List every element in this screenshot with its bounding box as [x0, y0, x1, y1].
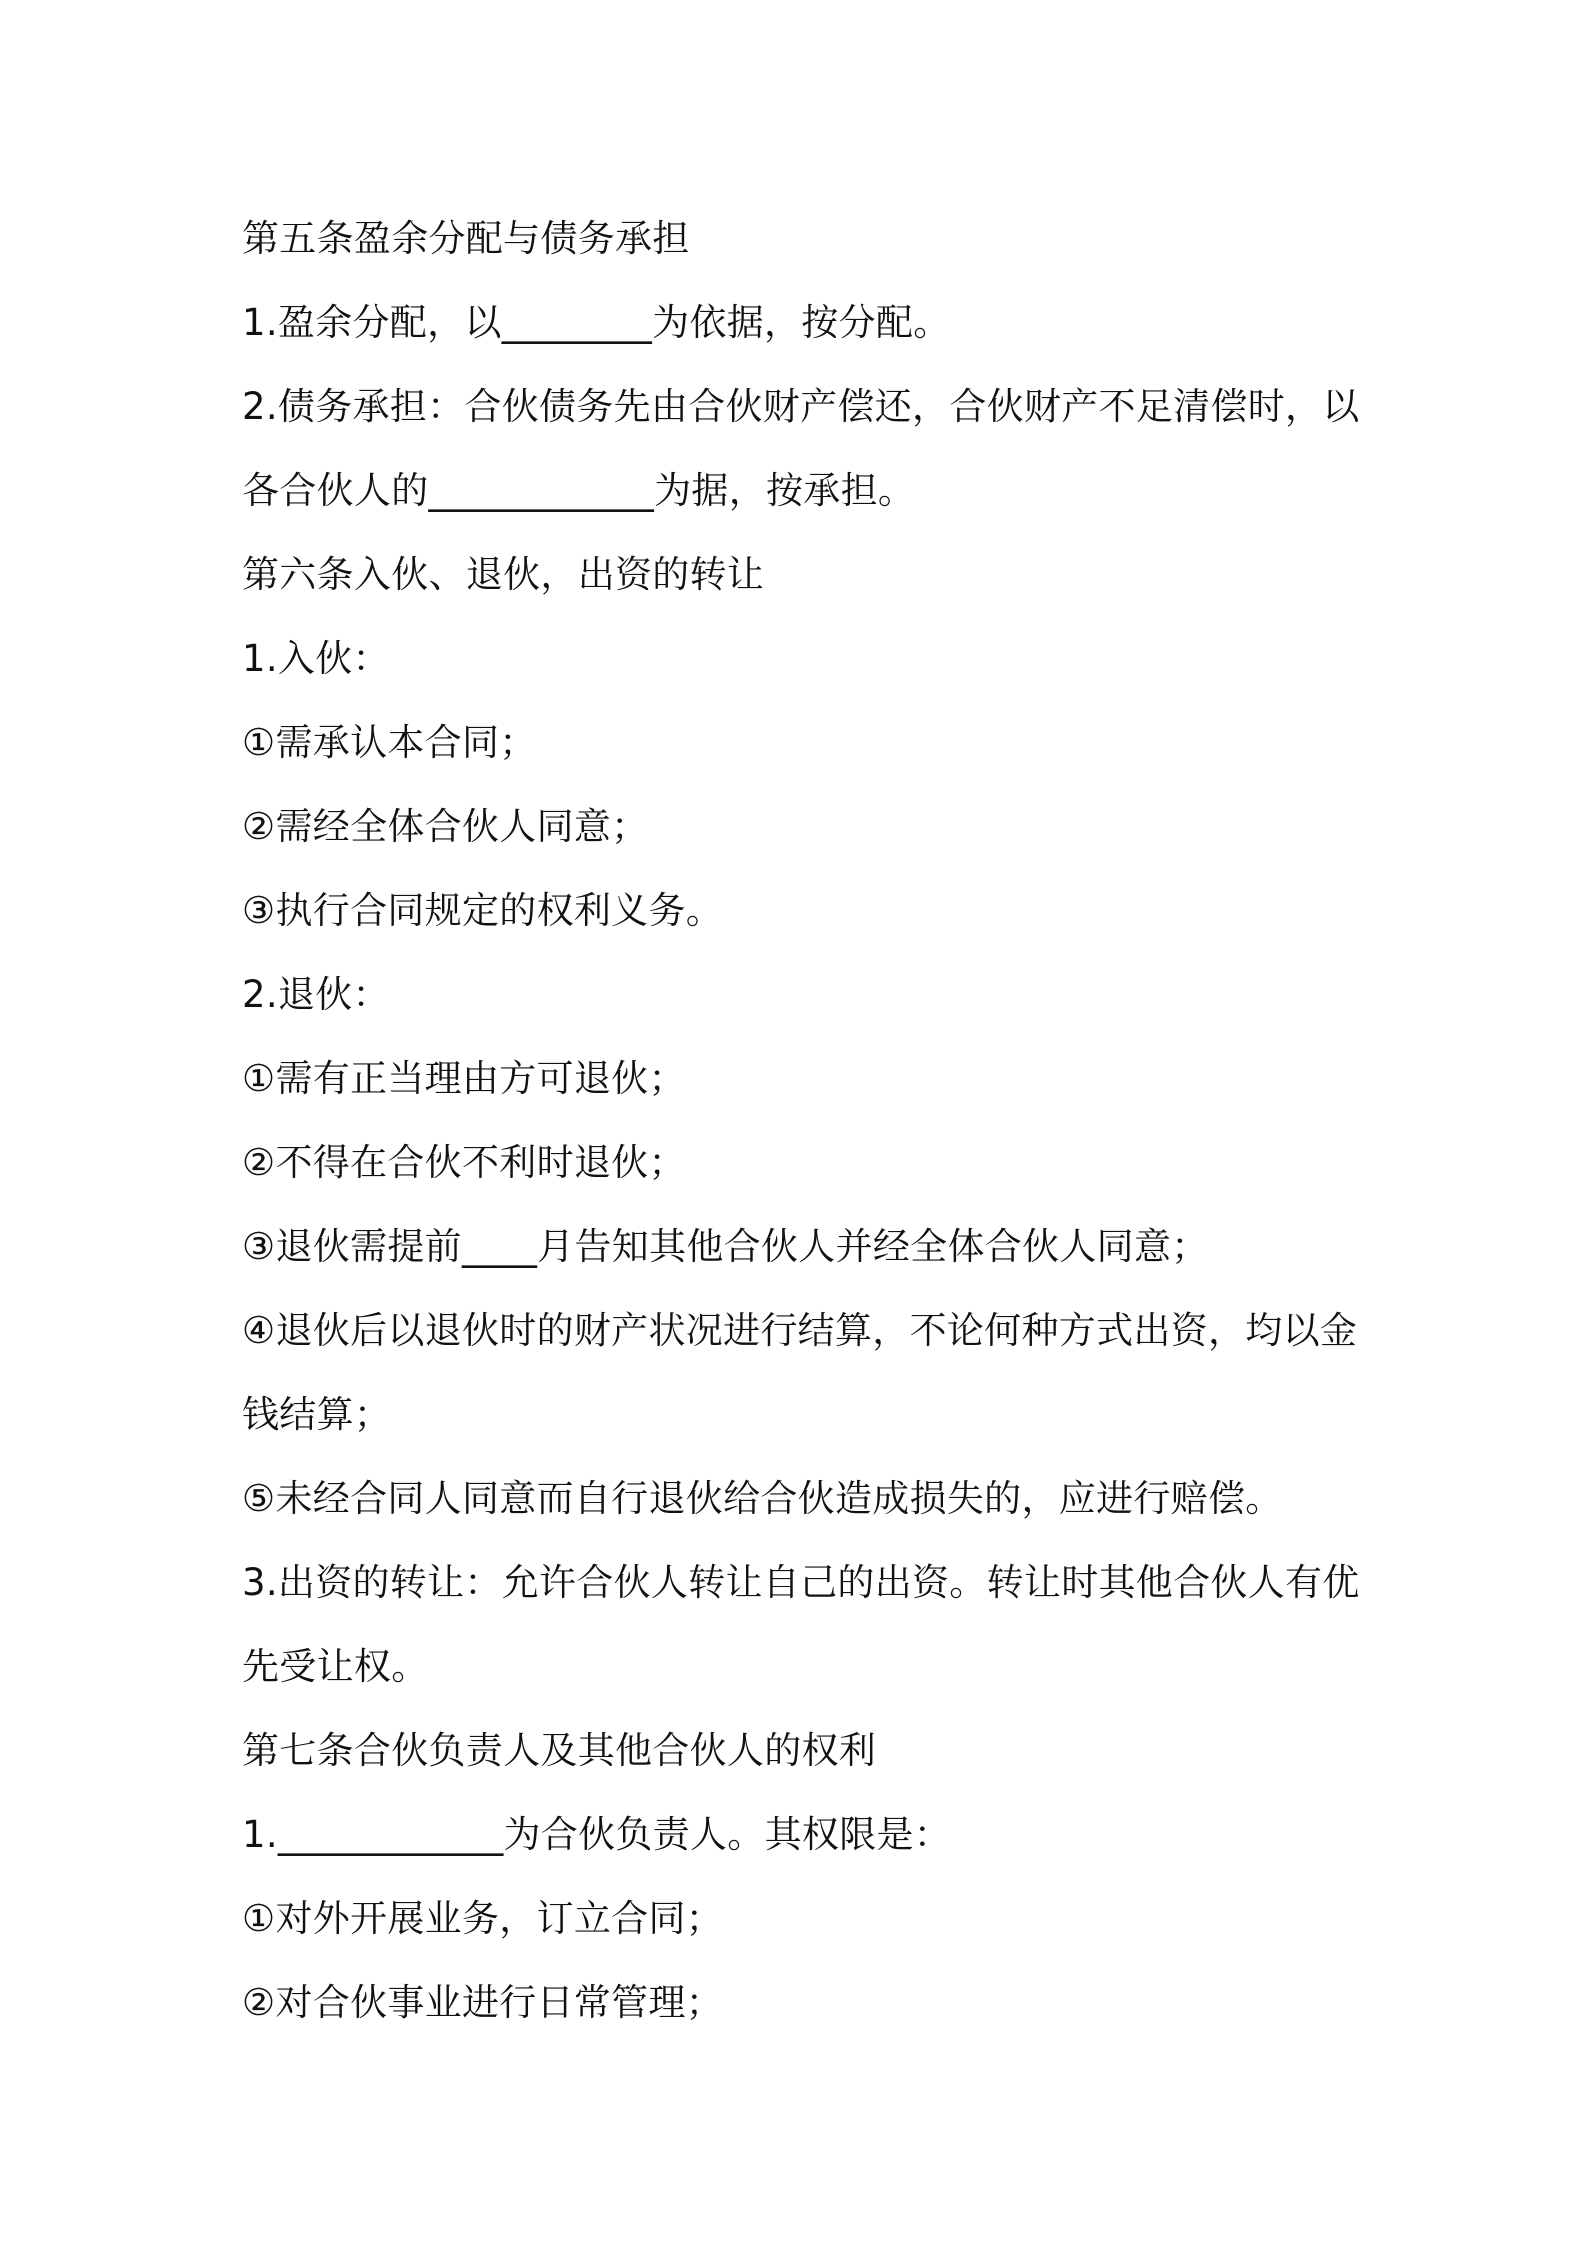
article-6-clause-1-item-2: ②需经全体合伙人同意； [242, 805, 649, 848]
article-5-clause-2-part-2: 各合伙人的____________为据，按承担。 [242, 469, 916, 512]
article-7-heading: 第七条合伙负责人及其他合伙人的权利 [242, 1729, 877, 1772]
article-6-clause-1: 1.入伙： [242, 637, 390, 680]
article-6-clause-3-part-1: 3.出资的转让：允许合伙人转让自己的出资。转让时其他合伙人有优 [242, 1561, 1360, 1604]
article-6-clause-2-item-4-part-2: 钱结算； [242, 1393, 392, 1436]
article-7-clause-1-item-1: ①对外开展业务，订立合同； [242, 1897, 724, 1940]
article-6-heading: 第六条入伙、退伙，出资的转让 [242, 553, 765, 596]
article-6-clause-1-item-1: ①需承认本合同； [242, 721, 537, 764]
article-6-clause-2-item-3: ③退伙需提前____月告知其他合伙人并经全体合伙人同意； [242, 1225, 1209, 1268]
article-6-clause-2-item-5: ⑤未经合同人同意而自行退伙给合伙造成损失的，应进行赔偿。 [242, 1477, 1283, 1520]
article-7-clause-1: 1.____________为合伙负责人。其权限是： [242, 1813, 952, 1856]
article-5-heading: 第五条盈余分配与债务承担 [242, 217, 690, 260]
article-6-clause-2: 2.退伙： [242, 973, 390, 1016]
article-6-clause-2-item-4-part-1: ④退伙后以退伙时的财产状况进行结算，不论何种方式出资，均以金 [242, 1309, 1358, 1352]
article-5-clause-1: 1.盈余分配，以________为依据，按分配。 [242, 301, 951, 344]
article-6-clause-2-item-2: ②不得在合伙不利时退伙； [242, 1141, 686, 1184]
article-5-clause-2-part-1: 2.债务承担：合伙债务先由合伙财产偿还，合伙财产不足清偿时，以 [242, 385, 1360, 428]
article-7-clause-1-item-2: ②对合伙事业进行日常管理； [242, 1981, 724, 2024]
article-6-clause-3-part-2: 先受让权。 [242, 1645, 429, 1688]
document-body [242, 197, 1362, 2045]
article-6-clause-1-item-3: ③执行合同规定的权利义务。 [242, 889, 724, 932]
article-6-clause-2-item-1: ①需有正当理由方可退伙； [242, 1057, 686, 1100]
